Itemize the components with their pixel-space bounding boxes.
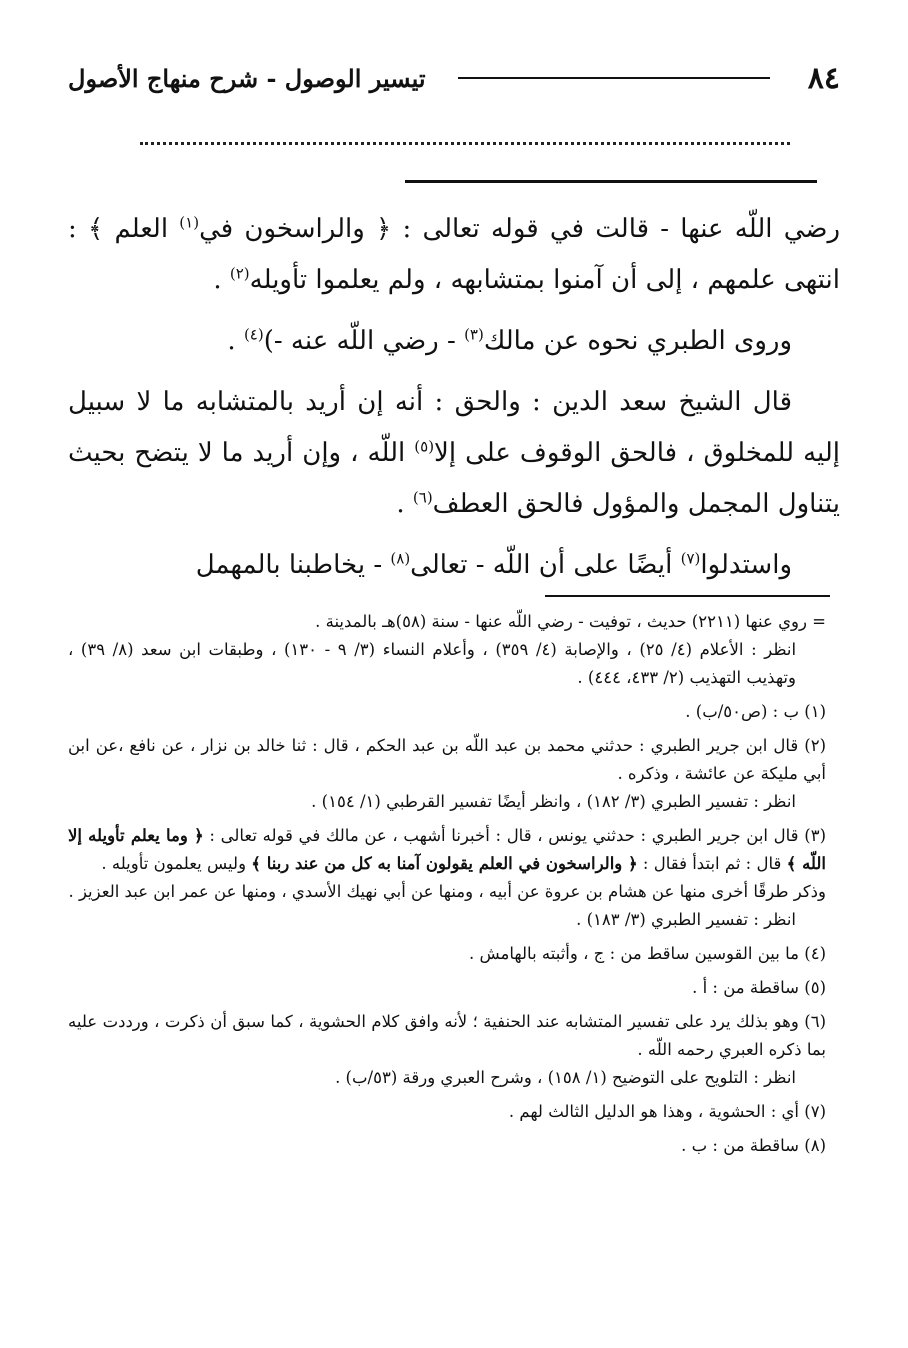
running-title: تيسير الوصول - شرح منهاج الأصول	[68, 63, 426, 93]
footnote-4: (٤) ما بين القوسين ساقط من : ج ، وأثبته بالهامش .	[469, 944, 826, 963]
footnote-rule	[545, 595, 830, 597]
text-segment: (٣) قال ابن جرير الطبري : حدثني يونس ، قال : أخبرنا أشهب ، عن مالك في قوله تعالى :	[209, 826, 826, 845]
paragraph-1	[68, 204, 840, 306]
page-number: ٨٤	[807, 60, 840, 96]
footnote-ref: (٨)	[390, 549, 411, 568]
footnote-ref: (٥)	[414, 437, 435, 456]
footnote-6-reference: انظر : التلويح على التوضيح (١/ ١٥٨) ، وشرح العبري ورقة (٥٣/ب) .	[335, 1068, 796, 1087]
text-segment: واستدلوا	[700, 550, 792, 580]
footnote-1: (١) ب : (ص٥٠/ب) .	[685, 702, 826, 721]
footnote-3-reference: انظر : تفسير الطبري (٣/ ١٨٣) .	[576, 910, 796, 929]
footnote-ref: (٣)	[464, 325, 484, 344]
text-segment: .	[396, 489, 405, 519]
text-segment: أيضًا على أن اللّه - تعالى	[410, 550, 673, 580]
main-text	[68, 204, 840, 591]
footnote-3	[68, 822, 826, 878]
footnote-ref: (٦)	[412, 488, 433, 507]
footnote-continuation: انظر : الأعلام (٤/ ٢٥) ، والإصابة (٤/ ٣٥٩) ، وأعلام النساء (٣/ ٩ - ١٣٠) ، وطبقات ابن سعد (٨/ ٣٩) ، وتهذيب التهذيب (٢/ ٤٣٣، ٤٤٤) .	[68, 640, 797, 687]
footnote-7: (٧) أي : الحشوية ، وهذا هو الدليل الثالث لهم .	[508, 1102, 826, 1121]
footnote-continuation: = روي عنها (٢٢١١) حديث ، توفيت - رضي اللّه عنها - سنة (٥٨)هـ بالمدينة .	[315, 612, 826, 631]
footnote-ref: (٤)	[243, 325, 264, 344]
footnotes	[68, 608, 826, 1160]
text-segment: العلم ﴾ : انتهى علمهم ، إلى أن آمنوا بمتشابهه ، ولم يعلموا تأويله	[68, 214, 840, 295]
footnote-2: (٢) قال ابن جرير الطبري : حدثني محمد بن عبد اللّه بن عبد الحكم ، قال : ثنا خالد بن نزار ، عن نافع ،عن ابن أبي مليكة عن عائشة ، وذكره .	[68, 736, 826, 783]
footnote-ref: (٢)	[229, 264, 250, 283]
quran-verse: ﴿ والراسخون في العلم يقولون آمنا به كل من عند ربنا ﴾	[251, 854, 638, 873]
page-header	[68, 58, 840, 98]
text-segment: قال الشيخ سعد الدين : والحق : أنه إن أريد بالمتشابه ما لا سبيل إليه للمخلوق ، فالحق الوقوف على إلا	[68, 387, 840, 468]
paragraph-4	[68, 540, 840, 591]
footnote-3-continuation: وذكر طرقًا أخرى منها عن هشام بن عروة عن أبيه ، ومنها عن أبي نهيك الأسدي ، ومنها عن عمر ابن عبد العزيز .	[68, 882, 826, 901]
header-rule	[458, 77, 770, 79]
text-segment: - يخاطبنا بالمهمل	[195, 550, 383, 580]
quran-verse: ﴿ وما يعلم تأويله إلا اللّه ﴾	[68, 826, 826, 873]
paragraph-3	[68, 377, 840, 530]
paragraph-2	[68, 316, 840, 367]
footnote-6: (٦) وهو بذلك يرد على تفسير المتشابه عند الحنفية ؛ لأنه وافق كلام الحشوية ، كما سبق أن ذكرت ، ورددت عليه بما ذكره العبري رحمه اللّه .	[68, 1012, 826, 1059]
text-segment: قال : ثم ابتدأ فقال :	[642, 854, 782, 873]
text-segment: - رضي اللّه عنه -)	[263, 326, 456, 356]
text-segment: وروى الطبري نحوه عن مالك	[483, 326, 792, 356]
text-segment: وليس يعلمون تأويله .	[101, 854, 247, 873]
footnote-5: (٥) ساقطة من : أ .	[692, 978, 826, 997]
text-segment: .	[213, 265, 222, 295]
footnote-ref: (١)	[179, 213, 200, 232]
footnote-ref: (٧)	[680, 549, 701, 568]
text-segment: اللّه ، وإن أريد ما لا يتضح بحيث يتناول المجمل والمؤول فالحق العطف	[68, 438, 840, 519]
footnote-8: (٨) ساقطة من : ب .	[681, 1136, 826, 1155]
dotted-separator	[140, 142, 790, 155]
top-rule	[405, 180, 817, 183]
footnote-2-reference: انظر : تفسير الطبري (٣/ ١٨٢) ، وانظر أيضًا تفسير القرطبي (١/ ١٥٤) .	[311, 792, 796, 811]
text-segment: رضي اللّه عنها - قالت في قوله تعالى : ﴿ والراسخون في	[199, 214, 841, 244]
text-segment: .	[227, 326, 236, 356]
